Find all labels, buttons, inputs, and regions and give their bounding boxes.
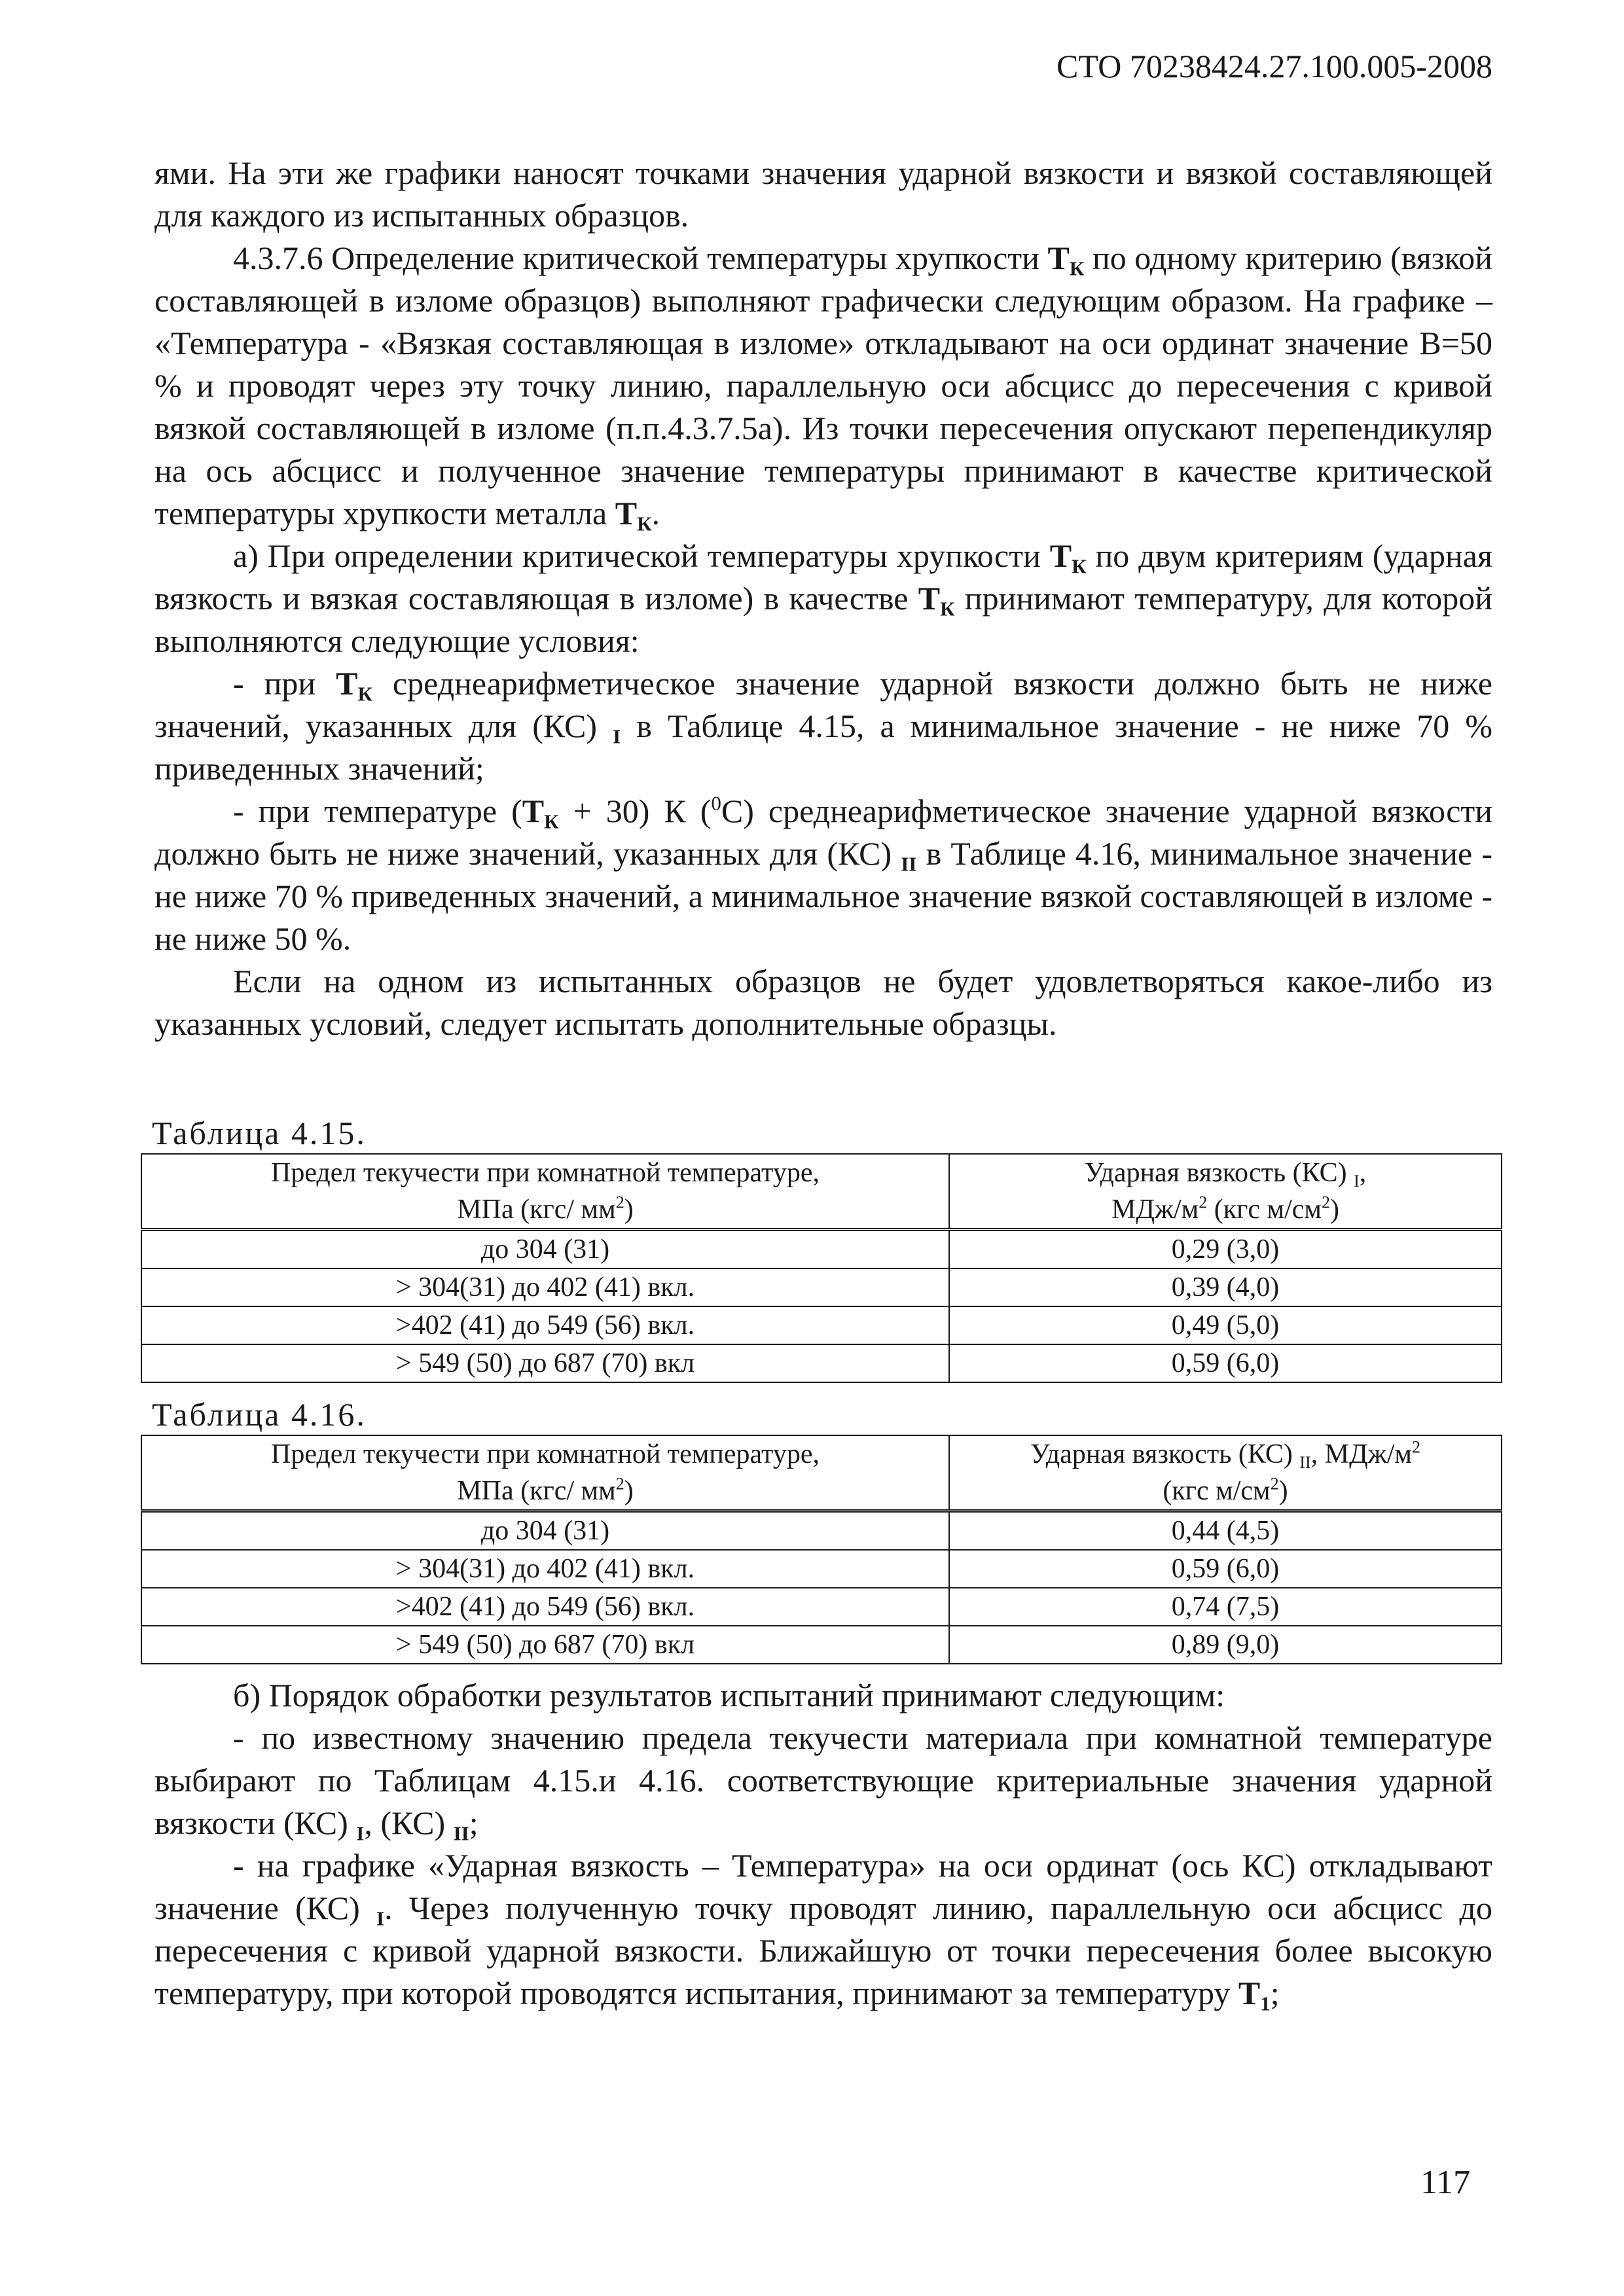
table-cell: > 549 (50) до 687 (70) вкл bbox=[141, 1626, 949, 1664]
table-4-16-caption: Таблица 4.16. bbox=[152, 1396, 367, 1433]
table-row bbox=[141, 1588, 1502, 1626]
paragraph-continuation: ями. На эти же графики наносят точками значения ударной вязкости и вязкой составляющей для каждого из испытанных образцов. bbox=[154, 154, 1492, 234]
table-row bbox=[141, 1306, 1502, 1344]
paragraph-b: б) Порядок обработки результатов испытаний принимают следующим: bbox=[233, 1677, 1225, 1713]
body-text-bottom bbox=[154, 1674, 1492, 2015]
processing-item-1: - по известному значению предела текучести материала при комнатной температуре выбирают по Таблицам 4.15.и 4.16. соответствующие критериальные значения ударной вязкости (КС) $_I$, (КС) $_{II}$; bbox=[154, 1719, 1492, 1845]
table-cell: до 304 (31) bbox=[141, 1511, 949, 1551]
column-header-impact-strength: Ударная вязкость (КС) $_I$, МДж/$м^2$ (кгс $м/см^2$) bbox=[949, 1154, 1502, 1230]
table-cell: 0,39 (4,0) bbox=[949, 1268, 1502, 1306]
body-text-top bbox=[154, 152, 1492, 1045]
table-cell: 0,29 (3,0) bbox=[949, 1230, 1502, 1269]
paragraph-additional-samples: Если на одном из испытанных образцов не будет удовлетворяться какое-либо из указанных условий, следует испытать дополнительные образцы. bbox=[154, 963, 1492, 1042]
table-4-15-caption: Таблица 4.15. bbox=[152, 1115, 367, 1151]
table-cell: 0,89 (9,0) bbox=[949, 1626, 1502, 1664]
table-4-15 bbox=[141, 1153, 1502, 1383]
document-code: СТО 70238424.27.100.005-2008 bbox=[1056, 48, 1492, 84]
table-cell: > 304(31) до 402 (41) вкл. bbox=[141, 1268, 949, 1306]
table-cell: 0,59 (6,0) bbox=[949, 1550, 1502, 1588]
table-4-16 bbox=[141, 1435, 1502, 1664]
table-cell: до 304 (31) bbox=[141, 1230, 949, 1269]
page-number: 117 bbox=[1420, 2164, 1471, 2201]
table-cell: > 549 (50) до 687 (70) вкл bbox=[141, 1344, 949, 1382]
column-header-yield-strength: Предел текучести при комнатной температуре, МПа (кгс/ $мм^2$) bbox=[141, 1154, 949, 1230]
processing-item-2: - на графике «Ударная вязкость – Температура» на оси ординат (ось КС) откладывают значение (КС) $_I$. Через полученную точку проводят линию, параллельную оси абсцисс до пересечения с кривой ударной вязкости. Ближайшую от точки пересечения более высокую температуру, при которой проводятся испытания, принимают за температуру $T_1$; bbox=[154, 1847, 1492, 2015]
table-row bbox=[141, 1511, 1502, 1551]
paragraph-4-3-7-6: 4.3.7.6 Определение критической температуры хрупкости $T_К$ по одному критерию (вязкой составляющей в изломе образцов) выполняют графически следующим образом. На графике – «Температура - «Вязкая составляющая в изломе» откладывают на оси ординат значение В=50 % и проводят через эту точку линию, параллельную оси абсцисс до пересечения с кривой вязкой составляющей в изломе (п.п.4.3.7.5а). Из точки пересечения опускают перепендикуляр на ось абсцисс и полученное значение температуры принимают в качестве критической температуры хрупкости металла $T_К$. bbox=[154, 240, 1492, 535]
table-row bbox=[141, 1344, 1502, 1382]
table-cell: > 304(31) до 402 (41) вкл. bbox=[141, 1550, 949, 1588]
table-row bbox=[141, 1550, 1502, 1588]
condition-item-1: - при $T_К$ среднеарифметическое значение ударной вязкости должно быть не ниже значений, указанных для (КС) $_I$ в Таблице 4.15, а минимальное значение - не ниже 70 % приведенных значений; bbox=[154, 665, 1492, 787]
table-cell: >402 (41) до 549 (56) вкл. bbox=[141, 1588, 949, 1626]
paragraph-a: а) При определении критической температуры хрупкости $T_К$ по двум критериям (ударная вязкость и вязкая составляющая в изломе) в качестве $T_К$ принимают температуру, для которой выполняются следующие условия: bbox=[154, 537, 1492, 659]
table-cell: 0,74 (7,5) bbox=[949, 1588, 1502, 1626]
column-header-impact-strength: Ударная вязкость (КС) $_{II}$, МДж/$м^2$ (кгс $м/см^2$) bbox=[949, 1435, 1502, 1511]
table-cell: 0,49 (5,0) bbox=[949, 1306, 1502, 1344]
condition-item-2: - при температуре $(T_К + 30)$ К ($^0$С) среднеарифметическое значение ударной вязкости должно быть не ниже значений, указанных для (КС) $_{II}$ в Таблице 4.16, минимальное значение - не ниже 70 % приведенных значений, а минимальное значение вязкой составляющей в изломе - не ниже 50 %. bbox=[154, 791, 1492, 957]
table-row bbox=[141, 1230, 1502, 1269]
table-header-row bbox=[141, 1154, 1502, 1230]
table-row bbox=[141, 1268, 1502, 1306]
column-header-yield-strength: Предел текучести при комнатной температуре, МПа (кгс/ $мм^2$) bbox=[141, 1435, 949, 1511]
table-row bbox=[141, 1626, 1502, 1664]
table-cell: 0,59 (6,0) bbox=[949, 1344, 1502, 1382]
table-cell: >402 (41) до 549 (56) вкл. bbox=[141, 1306, 949, 1344]
table-cell: 0,44 (4,5) bbox=[949, 1511, 1502, 1551]
table-header-row bbox=[141, 1435, 1502, 1511]
